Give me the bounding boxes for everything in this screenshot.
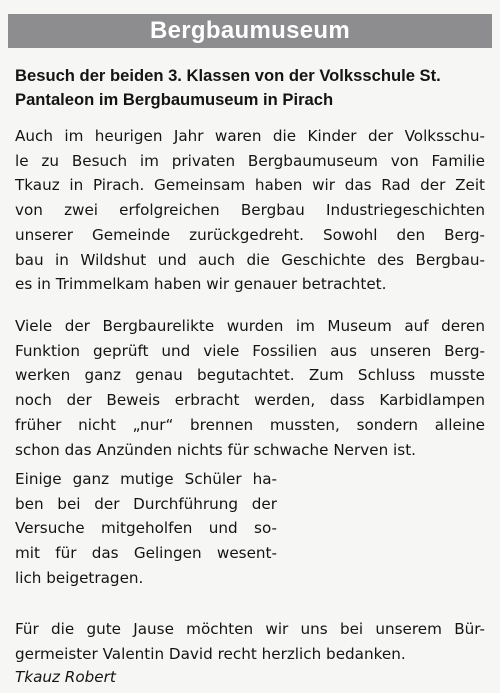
article-headline: [15, 64, 485, 112]
paragraph-museum: [15, 314, 485, 462]
text-line: von zwei erfolgreichen Bergbau Industriegeschichten: [15, 201, 485, 220]
text-line: es in Trimmelkam haben wir genauer betrachtet.: [15, 275, 387, 294]
text-line: noch der Beweis erbracht werden, dass Karbidlampen: [15, 391, 485, 410]
text-line: Viele der Bergbaurelikte wurden im Museum auf deren: [15, 317, 485, 335]
text-line: Einige ganz mutige Schüler ha-: [15, 470, 277, 488]
text-line: mit für das Gelingen wesent-: [15, 544, 277, 563]
paragraph-intro: [15, 124, 485, 297]
text-line: Für die gute Jause möchten wir uns bei unserem Bür-: [15, 620, 485, 638]
banner-title: Bergbaumuseum: [150, 17, 350, 44]
section-banner: [8, 14, 492, 48]
headline-line: Pantaleon im Bergbaumuseum in Pirach: [15, 90, 334, 109]
text-line: germeister Valentin David recht herzlich bedanken.: [15, 644, 406, 663]
text-line: Tkauz in Pirach. Gemeinsam haben wir das Rad der Zeit: [15, 176, 485, 195]
text-line: werken ganz genau begutachtet. Zum Schluss musste: [15, 366, 485, 385]
text-line: Funktion geprüft und viele Fossilien aus unseren Berg-: [15, 341, 485, 360]
headline-line: Besuch der beiden 3. Klassen von der Volksschule St.: [15, 66, 441, 85]
text-line: Versuche mitgeholfen und so-: [15, 519, 277, 538]
text-line: bau in Wildshut und auch die Geschichte des Bergbau-: [15, 250, 485, 269]
text-line: ben bei der Durchführung der: [15, 494, 277, 513]
author-signature: Tkauz Robert: [15, 668, 116, 686]
text-line: unserer Gemeinde zurückgedreht. Sowohl den Berg-: [15, 225, 485, 244]
text-line: früher nicht „nur“ brennen mussten, sondern alleine: [15, 415, 485, 434]
paragraph-thanks: [15, 617, 485, 666]
text-line: schon das Anzünden nichts für schwache Nerven ist.: [15, 440, 416, 459]
text-line: lich beigetragen.: [15, 568, 144, 587]
paragraph-experiments: [15, 467, 277, 591]
text-line: le zu Besuch im privaten Bergbaumuseum von Familie: [15, 151, 485, 170]
text-line: Auch im heurigen Jahr waren die Kinder der Volksschu-: [15, 127, 485, 145]
